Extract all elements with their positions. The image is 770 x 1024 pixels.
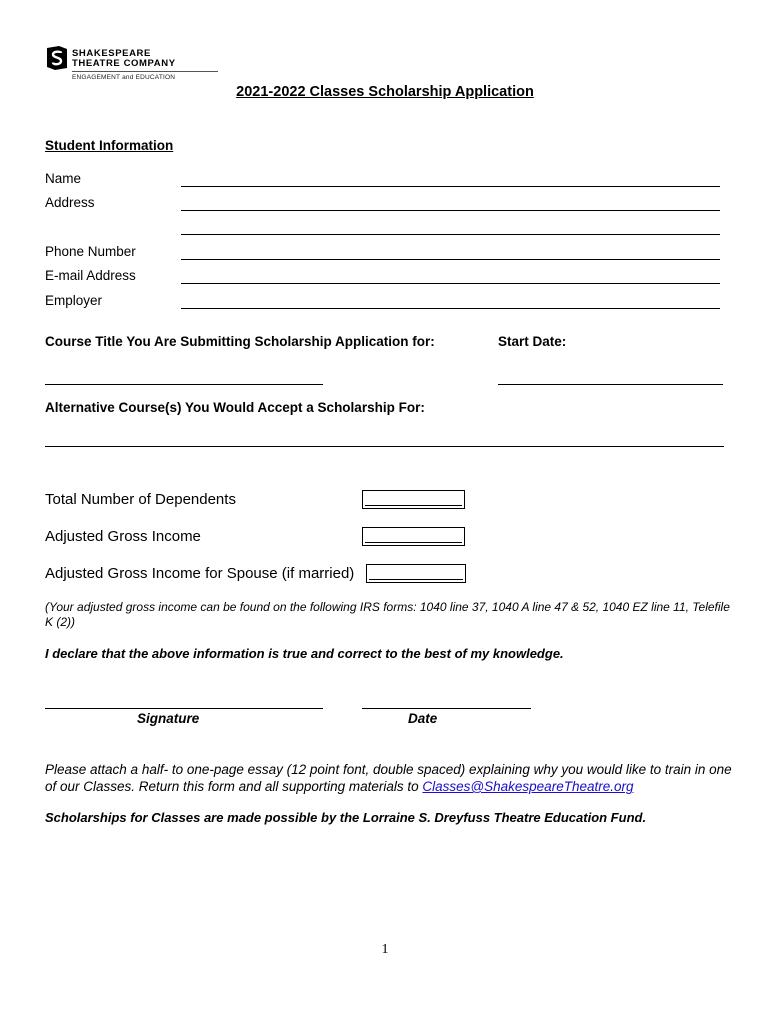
phone-label: Phone Number — [45, 244, 136, 259]
address-field-line1[interactable] — [181, 210, 720, 211]
name-field[interactable] — [181, 186, 720, 187]
address-field-line2[interactable] — [181, 234, 720, 235]
course-title-label: Course Title You Are Submitting Scholarship Application for: — [45, 334, 435, 349]
email-link[interactable]: Classes@ShakespeareTheatre.org — [422, 779, 634, 794]
page-title: 2021-2022 Classes Scholarship Application — [236, 84, 534, 100]
date-field[interactable] — [362, 708, 531, 709]
essay-instructions — [45, 761, 735, 795]
company-logo — [46, 46, 176, 84]
signature-field[interactable] — [45, 708, 323, 709]
essay-text: Please attach a half- to one-page essay (12 point font, double spaced) explaining why you would like to train in one of our Classes. Return this form and all supporting materials to — [45, 762, 732, 794]
course-title-field[interactable] — [45, 384, 323, 385]
employer-label: Employer — [45, 293, 103, 308]
logo-divider — [72, 71, 218, 72]
logo-subtitle: ENGAGEMENT and EDUCATION — [72, 74, 176, 81]
start-date-field[interactable] — [498, 384, 723, 385]
signature-label: Signature — [137, 711, 200, 726]
agi-input[interactable] — [362, 527, 465, 546]
address-label: Address — [45, 195, 95, 210]
page-number: 1 — [381, 942, 389, 957]
alternative-course-field[interactable] — [45, 446, 724, 447]
start-date-label: Start Date: — [498, 334, 567, 349]
spouse-agi-label: Adjusted Gross Income for Spouse (if married) — [45, 565, 355, 582]
spouse-agi-input[interactable] — [366, 564, 466, 583]
dependents-label: Total Number of Dependents — [45, 491, 236, 508]
logo-text-line1: SHAKESPEARE — [72, 48, 151, 59]
logo-s-icon — [46, 46, 68, 70]
email-field[interactable] — [181, 283, 720, 284]
logo-text-line2: THEATRE COMPANY — [72, 58, 176, 69]
student-info-heading: Student Information — [45, 138, 174, 153]
employer-field[interactable] — [181, 308, 720, 309]
name-label: Name — [45, 171, 82, 186]
phone-field[interactable] — [181, 259, 720, 260]
date-label: Date — [408, 711, 438, 726]
irs-note: (Your adjusted gross income can be found on the following IRS forms: 1040 line 37, 1040 A line 47 & 52, 1040 EZ line 11, Telefile K (2)) — [45, 600, 730, 629]
alternative-course-label: Alternative Course(s) You Would Accept a Scholarship For: — [45, 400, 425, 415]
fund-note: Scholarships for Classes are made possible by the Lorraine S. Dreyfuss Theatre Education Fund. — [45, 810, 647, 825]
agi-label: Adjusted Gross Income — [45, 528, 201, 545]
declaration-text: I declare that the above information is true and correct to the best of my knowledge. — [45, 646, 564, 661]
email-label: E-mail Address — [45, 268, 136, 283]
dependents-input[interactable] — [362, 490, 465, 509]
